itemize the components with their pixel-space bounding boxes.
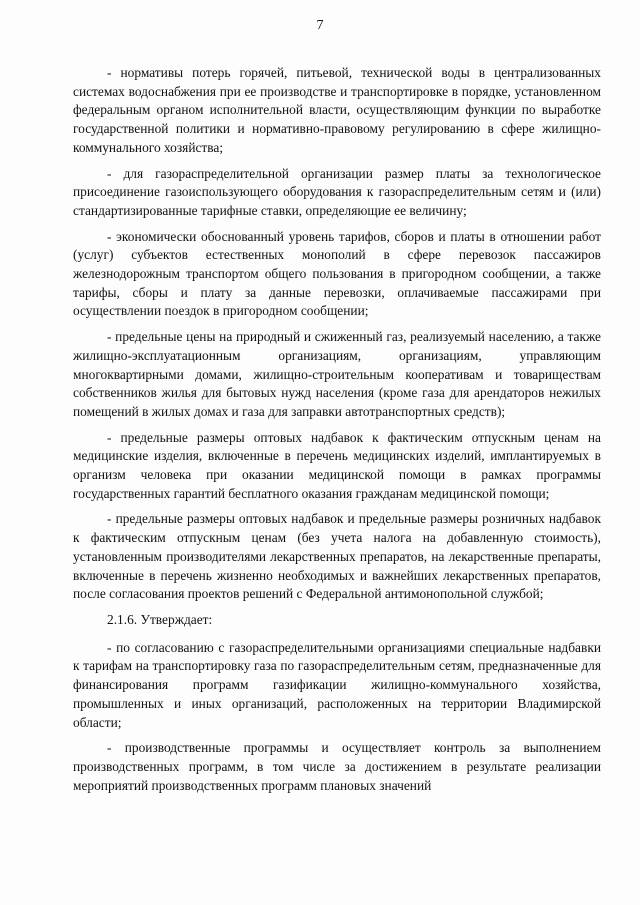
paragraph-gas-price-limits: - предельные цены на природный и сжиженный газ, реализуемый населению, а также жилищно-эксплуатационным организациям, организациям, управляющим многоквартирными домами, жилищно-строительным кооперативам и товариществам собственников жилья для бытовых нужд населения (кроме газа для арендаторов нежилых помещений в жилых домах и газа для заправки автотранспортных средств);: [73, 329, 601, 419]
paragraph-suburban-rail-tariffs: - экономически обоснованный уровень тарифов, сборов и платы в отношении работ (услуг) субъектов естественных монополий в сфере перевозок пассажиров железнодорожным транспортом общего пользования в пригородном сообщении, а также тарифы, сборы и плату за данные перевозки, оплачиваемые пассажирами при осуществлении поездок в пригородном сообщении;: [73, 228, 601, 319]
paragraph-gas-connection-fee: - для газораспределительной организации размер платы за технологическое присоединение газоиспользующего оборудования к газораспределительным сетям и (или) стандартизированные тарифные ставки, определяющие ее величину;: [73, 165, 601, 218]
paragraph-production-programs: - производственные программы и осуществляет контроль за выполнением производственных программ, в том числе за достижением в результате реализации мероприятий производственных программ плановых значений: [73, 740, 601, 793]
paragraph-medical-device-markups: - предельные размеры оптовых надбавок к фактическим отпускным ценам на медицинские изделия, включенные в перечень медицинских изделий, имплантируемых в организм человека при оказании медицинской помощи в рамках программы государственных гарантий бесплатного оказания гражданам медицинской помощи;: [73, 429, 601, 501]
paragraph-drug-markups: - предельные размеры оптовых надбавок и предельные размеры розничных надбавок к фактическим отпускным ценам (без учета налога на добавленную стоимость), установленным производителями лекарственных препаратов, на лекарственные препараты, включенные в перечень жизненно необходимых и важнейших лекарственных препаратов, после согласования проектов решений с Федеральной антимонопольной службой;: [73, 511, 601, 602]
page-number: 7: [316, 18, 324, 33]
section-heading: 2.1.6. Утверждает:: [107, 611, 213, 627]
document-body: [73, 64, 601, 802]
paragraph-gas-transport-surcharges: - по согласованию с газораспределительными организациями специальные надбавки к тарифам на транспортировку газа по газораспределительным сетям, предназначенные для финансирования программ газификации жилищно-коммунального хозяйства, промышленных и иных организаций, расположенных на территории Владимирской области;: [73, 639, 601, 730]
paragraph-water-loss-norms: - нормативы потерь горячей, питьевой, технической воды в централизованных системах водоснабжения при ее производстве и транспортировке в порядке, установленном федеральным органом исполнительной власти, осуществляющим функции по выработке государственной политики и нормативно-правовому регулированию в сфере жилищно-коммунального хозяйства;: [73, 65, 601, 155]
